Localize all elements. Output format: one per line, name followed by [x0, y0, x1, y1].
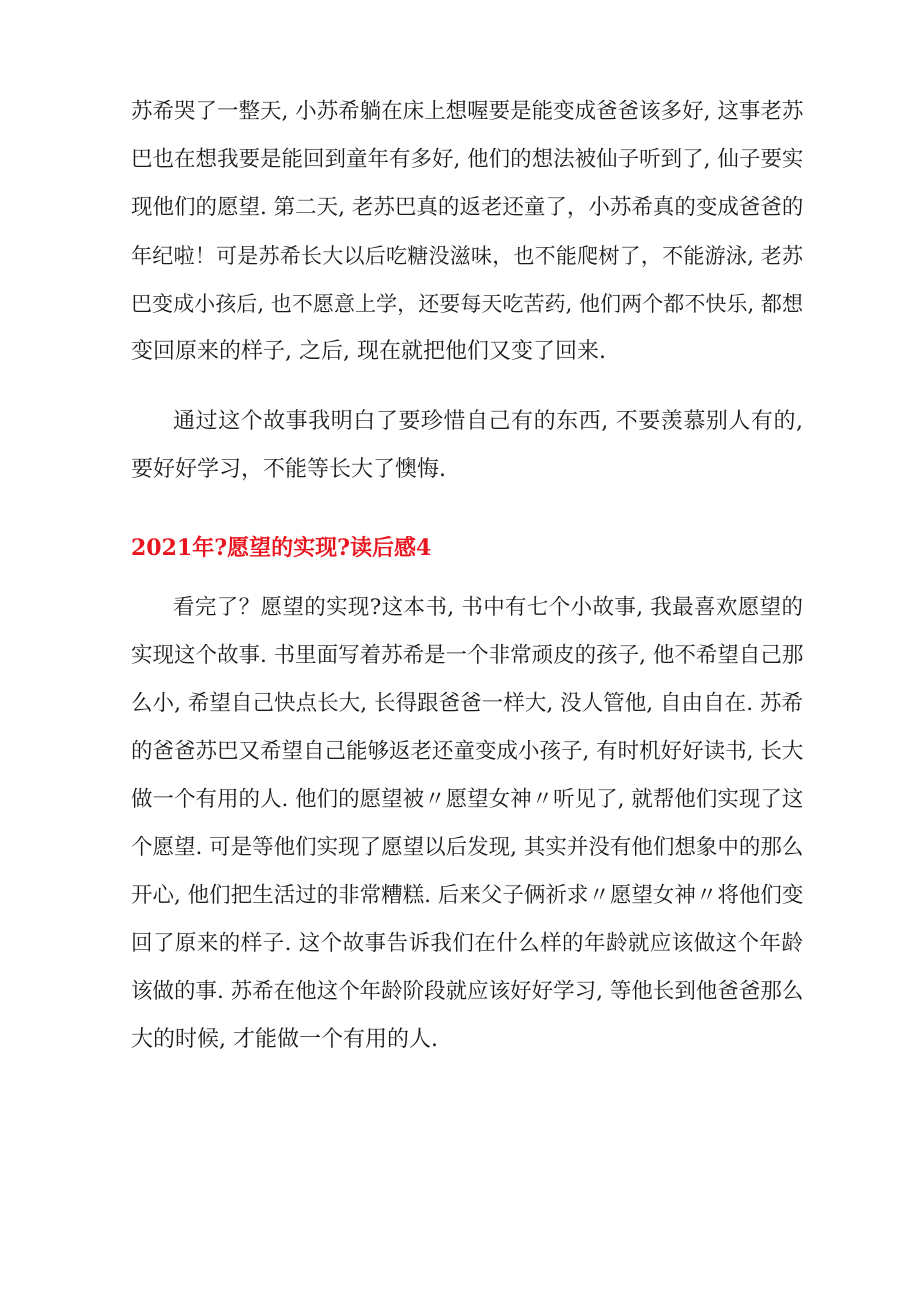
section-heading: 2021年?愿望的实现?读后感4 [131, 535, 432, 561]
paragraph-1-line-4: 年纪啦！可是苏希长大以后吃糖没滋味，也不能爬树了，不能游泳, 老苏 [131, 244, 803, 268]
section-paragraph-line-1: 看完了？愿望的实现?这本书, 书中有七个小故事, 我最喜欢愿望的 [173, 595, 803, 620]
section-paragraph-line-2: 实现这个故事. 书里面写着苏希是一个非常顽皮的孩子, 他不希望自己那 [131, 643, 803, 668]
section-paragraph-line-7: 开心, 他们把生活过的非常糟糕. 后来父子俩祈求〃愿望女神〃将他们变 [131, 883, 803, 908]
paragraph-2-line-1: 通过这个故事我明白了要珍惜自己有的东西, 不要羡慕别人有的, [173, 409, 803, 434]
paragraph-1-line-1: 苏希哭了一整天, 小苏希躺在床上想喔要是能变成爸爸该多好, 这事老苏 [131, 99, 803, 124]
section-paragraph-line-9: 该做的事. 苏希在他这个年龄阶段就应该好好学习, 等他长到他爸爸那么 [131, 979, 803, 1004]
paragraph-2 [131, 398, 803, 494]
section-paragraph [131, 584, 803, 1064]
section-paragraph-line-6: 个愿望. 可是等他们实现了愿望以后发现, 其实并没有他们想象中的那么 [131, 835, 803, 860]
section-paragraph-line-4: 的爸爸苏巴又希望自己能够返老还童变成小孩子, 有时机好好读书, 长大 [131, 739, 803, 764]
section-paragraph-line-10: 大的时候, 才能做一个有用的人. [131, 1027, 438, 1052]
paragraph-1-line-6: 变回原来的样子, 之后, 现在就把他们又变了回来. [131, 339, 606, 364]
section-paragraph-line-5: 做一个有用的人. 他们的愿望被〃愿望女神〃听见了, 就帮他们实现了这 [131, 787, 803, 812]
paragraph-1-line-3: 现他们的愿望. 第二天, 老苏巴真的返老还童了，小苏希真的变成爸爸的 [131, 195, 803, 220]
paragraph-1-line-2: 巴也在想我要是能回到童年有多好, 他们的想法被仙子听到了, 仙子要实 [131, 147, 803, 172]
paragraph-1-line-5: 巴变成小孩后, 也不愿意上学，还要每天吃苦药, 他们两个都不快乐, 都想 [131, 292, 803, 316]
paragraph-1 [131, 88, 803, 376]
paragraph-2-line-2: 要好好学习，不能等长大了懊悔. [131, 457, 446, 482]
section-paragraph-line-8: 回了原来的样子. 这个故事告诉我们在什么样的年龄就应该做这个年龄 [131, 931, 803, 956]
section-paragraph-line-3: 么小, 希望自己快点长大, 长得跟爸爸一样大, 没人管他, 自由自在. 苏希 [131, 691, 803, 716]
